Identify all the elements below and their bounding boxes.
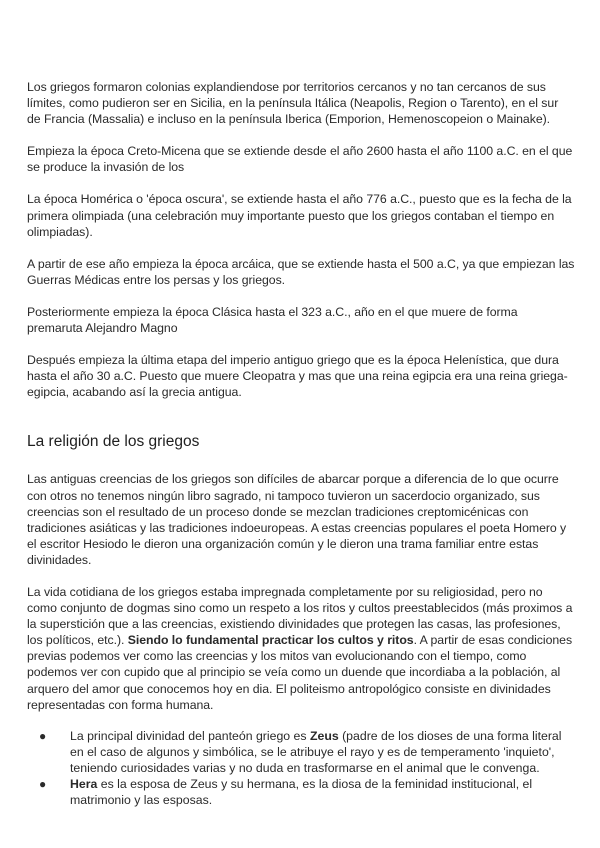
paragraph-creencias: Las antiguas creencias de los griegos son difíciles de abarcar porque a diferencia de lo que ocurre con otros no tenemos ningún libro sagrado, ni tampoco tuvieron un sacerdocio organizado, sus creencias son el resultado de un proceso donde se mezclan tradiciones creptomicénicas con tradiciones asiáticas y las tradiciones indoeuropeas. A estas creencias populares el poeta Homero y el escritor Hesiodo le dieron una organización común y le dieron una trama familiar entre estas divinidades.: [27, 472, 567, 567]
bullet-icon: ●: [39, 777, 47, 791]
bold-text: Zeus: [309, 728, 339, 743]
text-run: La vida cotidiana de los griegos estaba impregnada completamente por su religiosidad, pero no como conjunto de dogmas sino como un respeto a los ritos y cultos preestablecidos (más proximos a la superstición que a las creencias, existiendo divinidades que protegen las casas, las profesiones, los políticos, etc.).: [27, 584, 573, 648]
list-item-hera: [27, 776, 575, 808]
paragraph-arcaica: A partir de ese año empieza la época arcáica, que se extiende hasta el 500 a.C, ya que empiezan las Guerras Médicas entre los persas y los griegos.: [27, 256, 575, 287]
text-run: . A partir de esas condiciones previas podemos ver como las creencias y los mitos van evolucionando con el tiempo, como podemos ver con cupido que al principio se veía como un duende que incordiaba a la población, al arquero del amor que conocemos hoy en dia. El politeismo antropológico consiste en divinidades representadas con forma humana.: [27, 633, 573, 712]
bold-text: Siendo lo fundamental practicar los cultos y ritos: [127, 633, 414, 648]
text-run: La principal divinidad del panteón griego es: [70, 728, 310, 743]
paragraph-colonias: Los griegos formaron colonias explandiendose por territorios cercanos y no tan cercanos de sus límites, como pudieron ser en Sicilia, en la península Itálica (Neapolis, Region o Tarento), en el sur de Francia (Massalia) e incluso en la península Iberica (Emporion, Hemenoscopeion o Mainake).: [27, 80, 559, 127]
list-item-zeus: [27, 728, 575, 776]
deities-list: [27, 728, 575, 808]
bold-text: Hera: [70, 777, 98, 791]
document-body: [27, 79, 575, 808]
text-run: es la esposa de Zeus y su hermana, es la diosa de la feminidad institucional, el matrimonio y las esposas.: [70, 777, 533, 808]
bullet-icon: ●: [39, 728, 47, 743]
paragraph-creto-micena: Empieza la época Creto-Micena que se extiende desde el año 2600 hasta el año 1100 a.C. en el que se produce la invasión de los: [27, 144, 573, 175]
paragraph-homerica: La época Homérica o 'época oscura', se extiende hasta el año 776 a.C., puesto que es la fecha de la primera olimpiada (una celebración muy importante puesto que los griegos contaban el tiempo en olimpiadas).: [27, 192, 572, 239]
paragraph-vida-cotidiana: [27, 584, 575, 713]
text-run: (padre de los dioses de una forma literal en el caso de algunos y simbólica, se le atribuye el rayo y es de temperamento 'inquieto', teniendo curiosidades varias y no duda en trasformarse en el animal que le convenga.: [70, 728, 562, 775]
paragraph-clasica: Posteriormente empieza la época Clásica hasta el 323 a.C., año en el que muere de forma premaruta Alejandro Magno: [27, 304, 518, 336]
paragraph-helenistica: Después empieza la última etapa del imperio antiguo griego que es la época Helenística, que dura hasta el año 30 a.C. Puesto que muere Cleopatra y mas que una reina egipcia era una reina griega-egipcia, acabando así la grecia antigua.: [27, 353, 568, 400]
section-heading: La religión de los griegos: [27, 433, 200, 451]
